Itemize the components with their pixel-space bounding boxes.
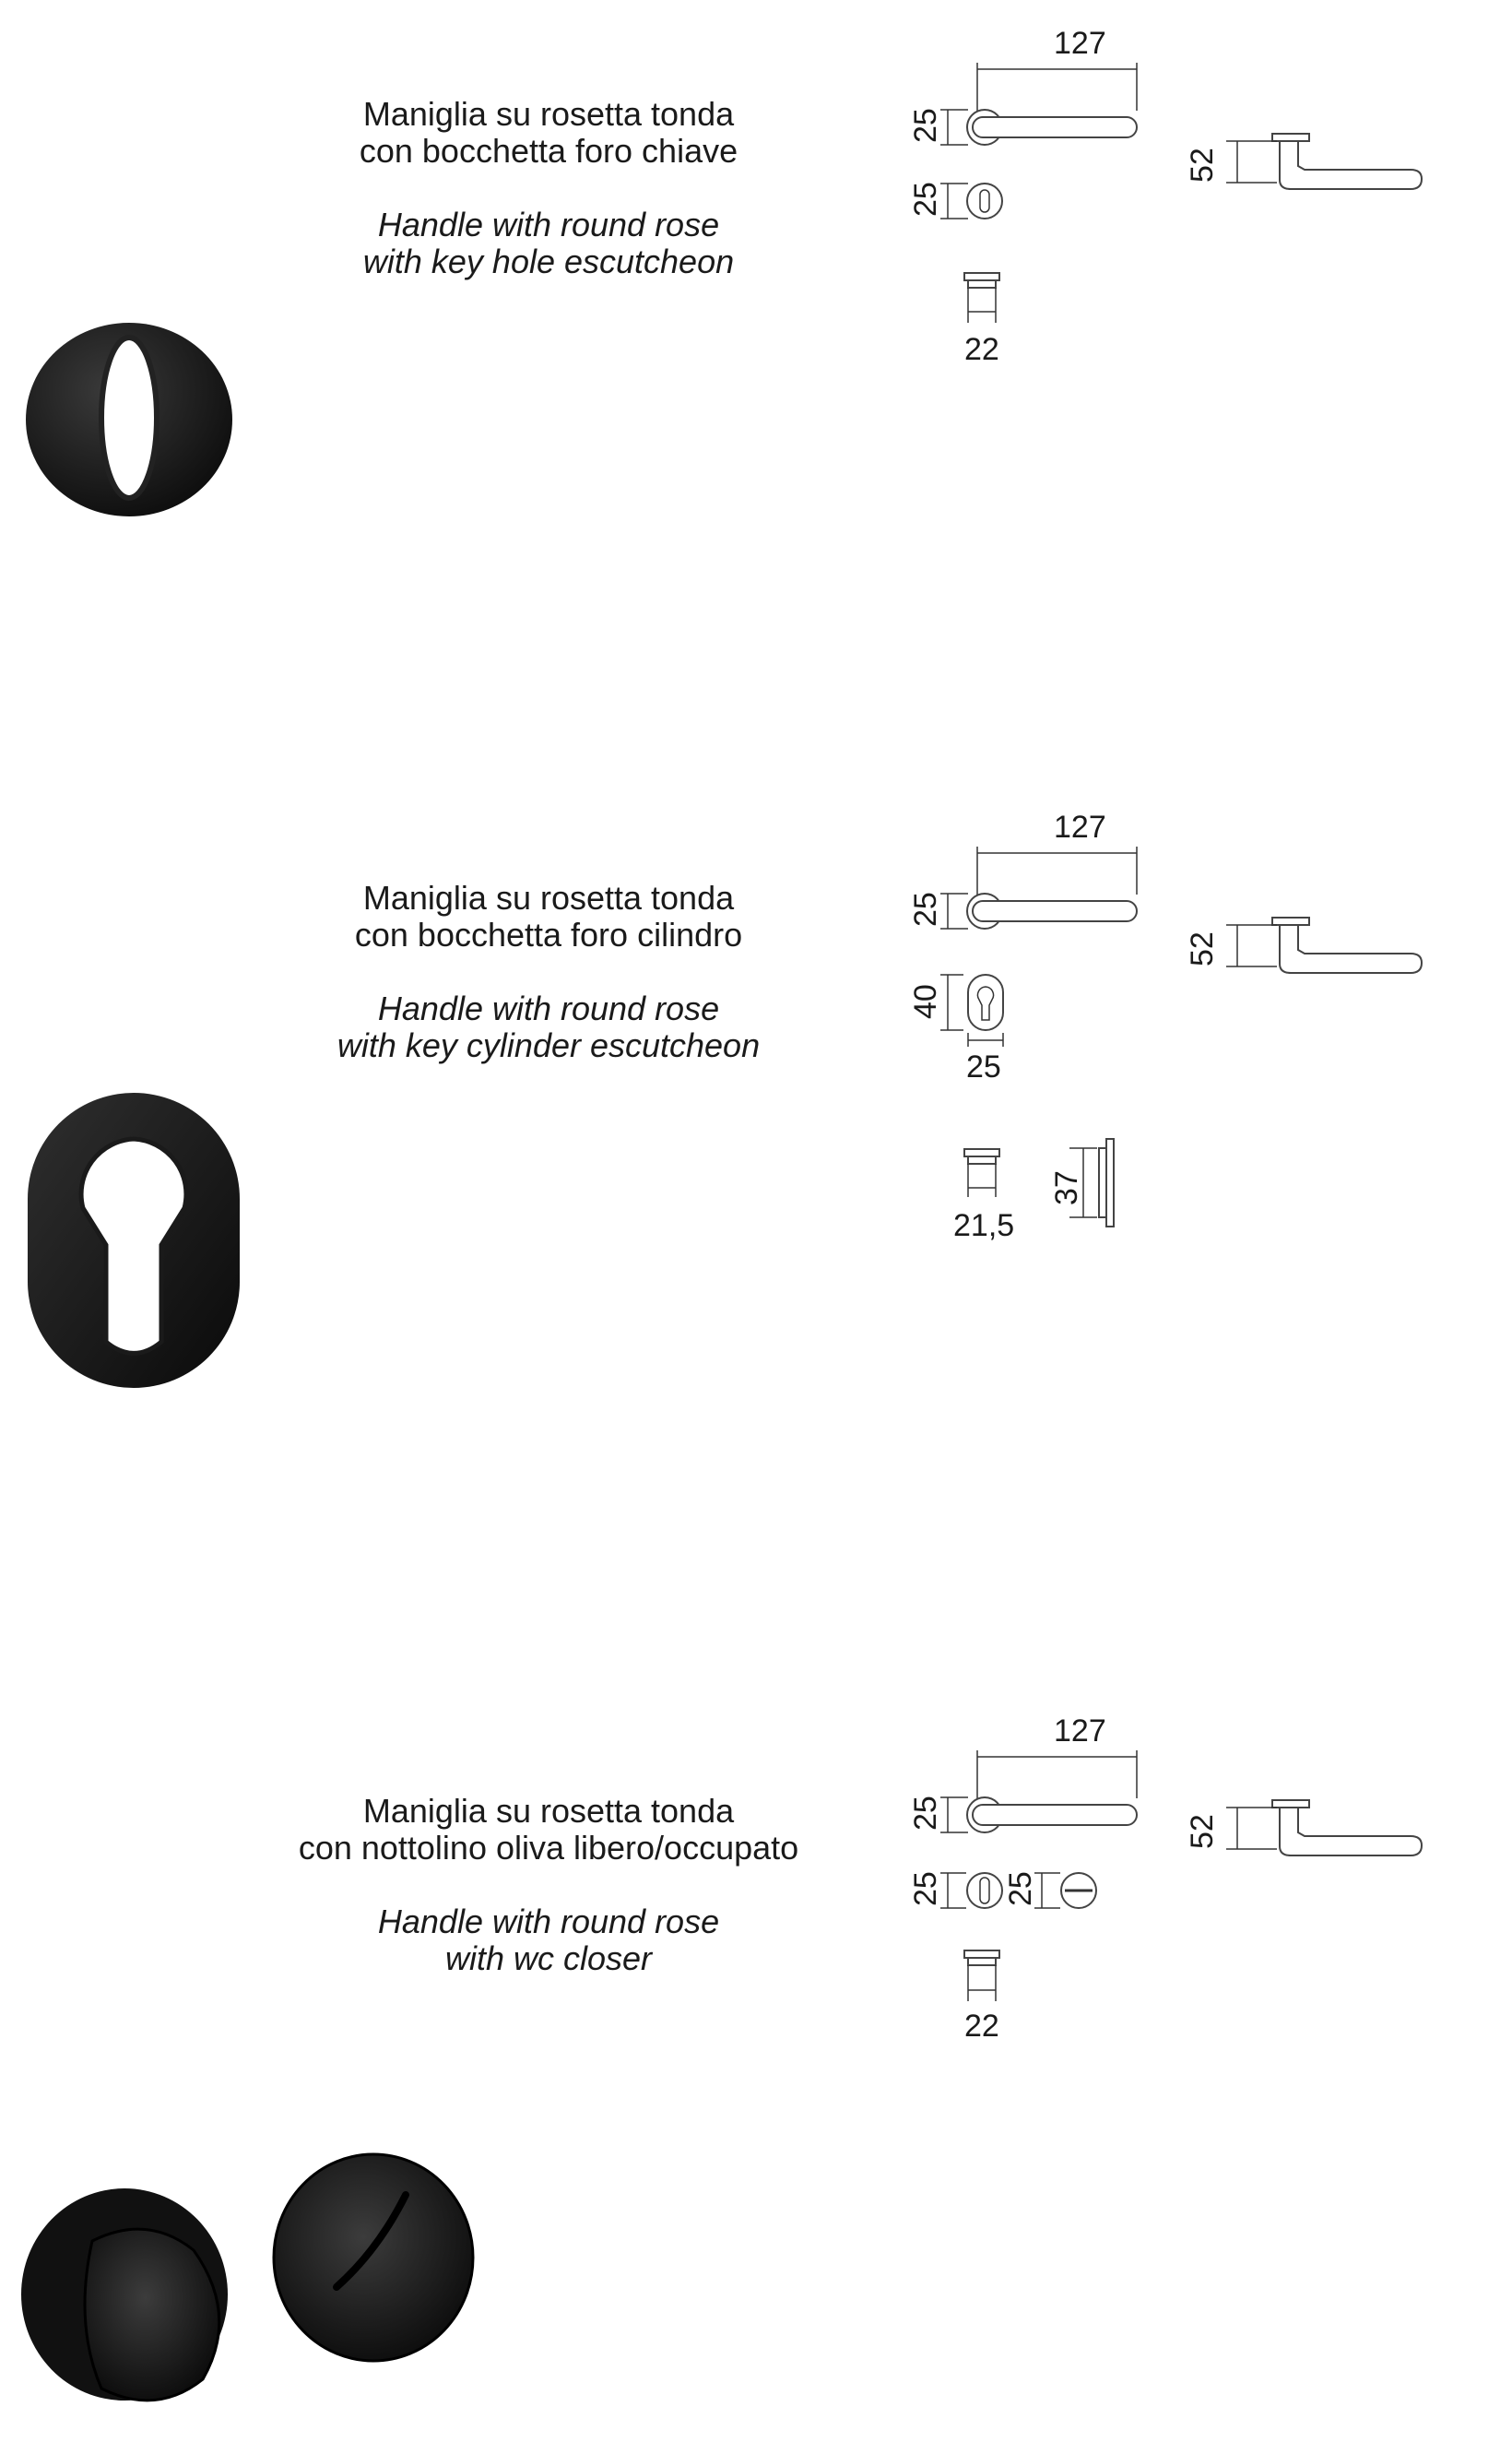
dim-escutcheon-height: 40: [908, 984, 943, 1019]
cylinder-escutcheon-photo: [23, 1088, 244, 1393]
dim-projection: 52: [1185, 1814, 1220, 1849]
section-wc-closer: [0, 1697, 1512, 2454]
title-it-line2: con bocchetta foro cilindro: [354, 916, 743, 954]
dim-rose-height: 25: [908, 1796, 943, 1831]
dim-handle-length: 127: [1054, 810, 1106, 845]
dim-handle-length: 127: [1054, 26, 1106, 61]
dim-depth: 22: [964, 332, 999, 367]
technical-drawing-wc-closer: [908, 1706, 1447, 2084]
technical-drawing-keyhole: [908, 18, 1447, 378]
title-it-line1: Maniglia su rosetta tonda: [362, 879, 735, 917]
dim-escutcheon-height: 25: [908, 182, 943, 217]
title-it-line1: Maniglia su rosetta tonda: [362, 1792, 735, 1830]
section-keyhole: [0, 0, 1512, 646]
dim-handle-length: 127: [1054, 1713, 1106, 1749]
description-cylinder: [304, 880, 793, 1064]
dim-depth: 22: [964, 2009, 999, 2044]
dim-projection: 52: [1185, 931, 1220, 966]
keyhole-escutcheon-photo: [23, 318, 235, 521]
section-cylinder: [0, 784, 1512, 1522]
title-en-line2: with key hole escutcheon: [362, 243, 735, 280]
dim-escutcheon-width: 25: [966, 1049, 1001, 1085]
dim-closer-height: 25: [908, 1871, 943, 1906]
title-en-line1: Handle with round rose: [377, 1903, 720, 1940]
dim-depth: 21,5: [953, 1208, 1015, 1243]
description-keyhole: [304, 96, 793, 280]
title-it-line2: con bocchetta foro chiave: [359, 132, 738, 170]
title-en-line2: with wc closer: [444, 1939, 653, 1977]
dim-rose-height: 25: [908, 892, 943, 927]
title-it-line1: Maniglia su rosetta tonda: [362, 95, 735, 133]
description-wc-closer: [277, 1793, 821, 1977]
dim-side-height: 37: [1049, 1170, 1084, 1205]
dim-indicator-height: 25: [1003, 1871, 1038, 1906]
title-en-line1: Handle with round rose: [377, 990, 720, 1027]
dim-rose-height: 25: [908, 108, 943, 143]
wc-closer-photo: [18, 2140, 479, 2435]
title-it-line2: con nottolino oliva libero/occupato: [298, 1829, 799, 1867]
dim-projection: 52: [1185, 148, 1220, 183]
title-en-line2: with key cylinder escutcheon: [337, 1026, 761, 1064]
title-en-line1: Handle with round rose: [377, 206, 720, 243]
technical-drawing-cylinder: [908, 802, 1447, 1319]
